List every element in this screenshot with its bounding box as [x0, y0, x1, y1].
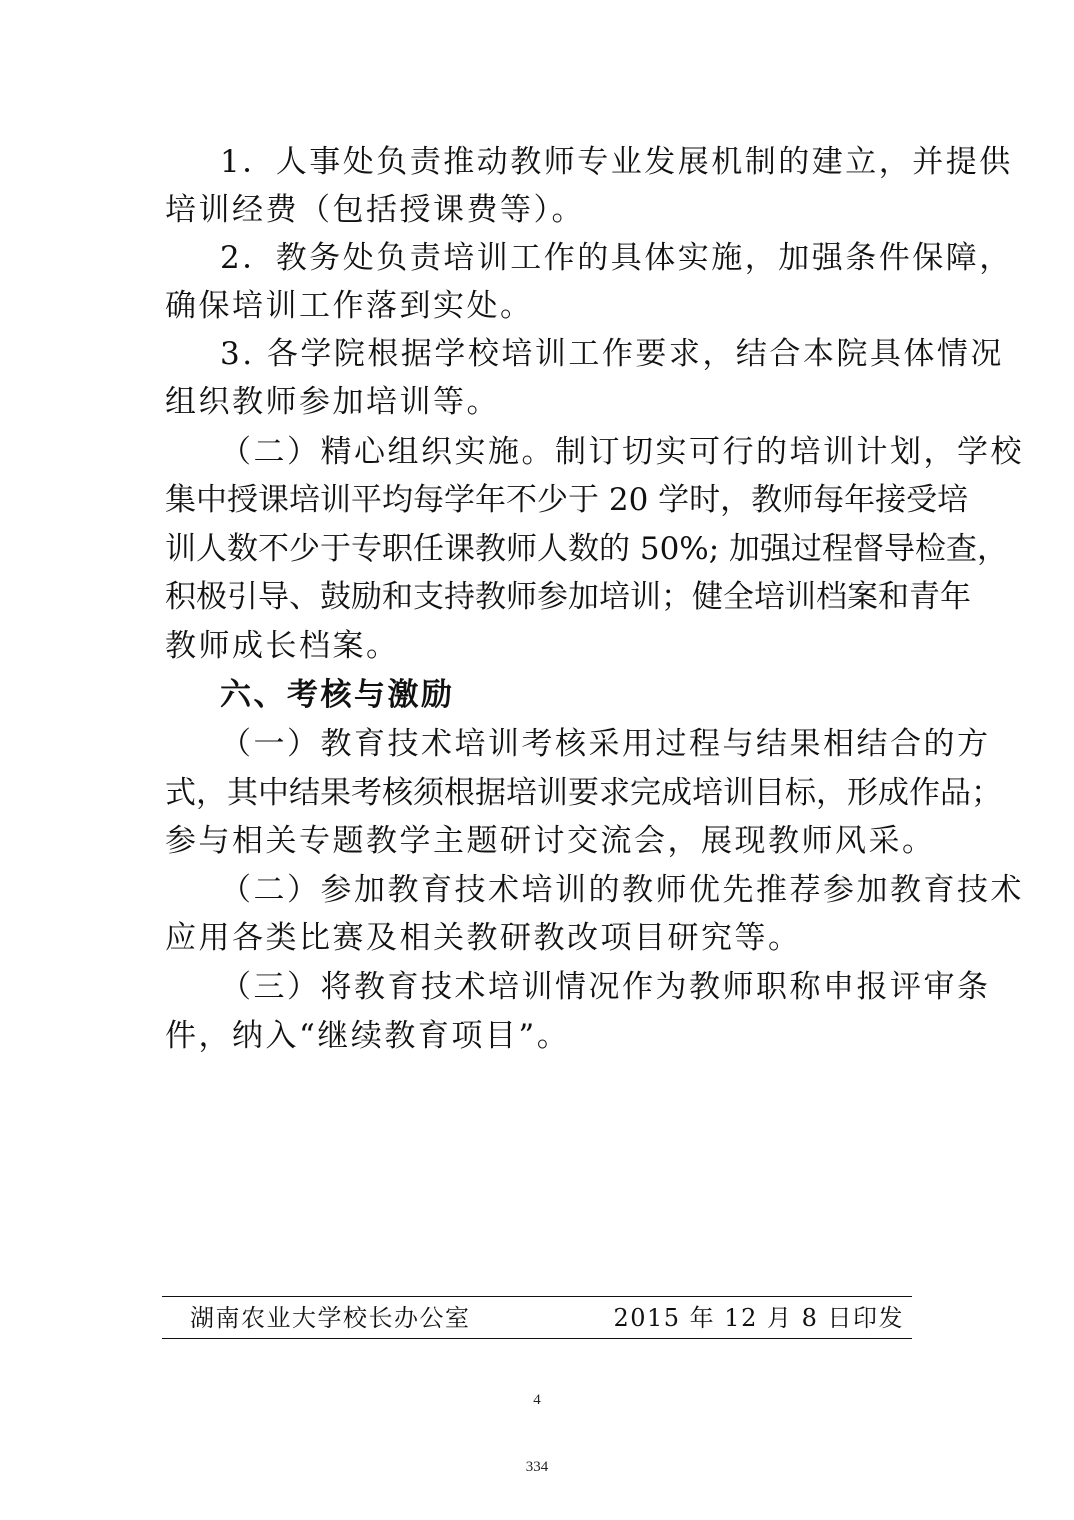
paragraph-line: 教师成长档案。 — [165, 628, 400, 664]
paragraph-line: 组织教师参加培训等。 — [165, 384, 500, 420]
paragraph-line: 确保培训工作落到实处。 — [165, 288, 534, 324]
paragraph-line: 集中授课培训平均每学年不少于 20 学时，教师每年接受培 — [165, 482, 969, 518]
paragraph-line: 式，其中结果考核须根据培训要求完成培训目标，形成作品； — [165, 775, 1002, 811]
paragraph-line: （三）将教育技术培训情况作为教师职称申报评审条 — [220, 969, 991, 1005]
paragraph-line: 训人数不少于专职任课教师人数的 50%; 加强过程督导检查， — [165, 531, 1009, 567]
footer-bottom-rule — [162, 1338, 912, 1339]
volume-page-number: 334 — [525, 1459, 549, 1475]
paragraph-line: （二）参加教育技术培训的教师优先推荐参加教育技术 — [220, 872, 1024, 908]
paragraph-line: 培训经费（包括授课费等）。 — [165, 192, 585, 228]
paragraph-line: 应用各类比赛及相关教研教改项目研究等。 — [165, 920, 802, 956]
footer-issuer: 湖南农业大学校长办公室 — [190, 1304, 471, 1332]
page-number: 4 — [533, 1392, 541, 1408]
paragraph-line: （二）精心组织实施。制订切实可行的培训计划，学校 — [220, 434, 1024, 470]
paragraph-line: （一）教育技术培训考核采用过程与结果相结合的方 — [220, 726, 991, 762]
section-heading: 六、考核与激励 — [220, 677, 455, 713]
paragraph-line: 参与相关专题教学主题研讨交流会，展现教师风采。 — [165, 823, 936, 859]
paragraph-line: 积极引导、鼓励和支持教师参加培训；健全培训档案和青年 — [165, 579, 971, 615]
paragraph-line: 1．人事处负责推动教师专业发展机制的建立，并提供 — [220, 144, 1013, 180]
paragraph-line: 件，纳入“继续教育项目”。 — [165, 1018, 571, 1054]
footer-top-rule — [162, 1296, 912, 1297]
paragraph-line: 2．教务处负责培训工作的具体实施，加强条件保障， — [220, 240, 1013, 276]
footer-date: 2015 年 12 月 8 日印发 — [613, 1304, 904, 1332]
paragraph-line: 3. 各学院根据学校培训工作要求，结合本院具体情况 — [220, 336, 1004, 372]
